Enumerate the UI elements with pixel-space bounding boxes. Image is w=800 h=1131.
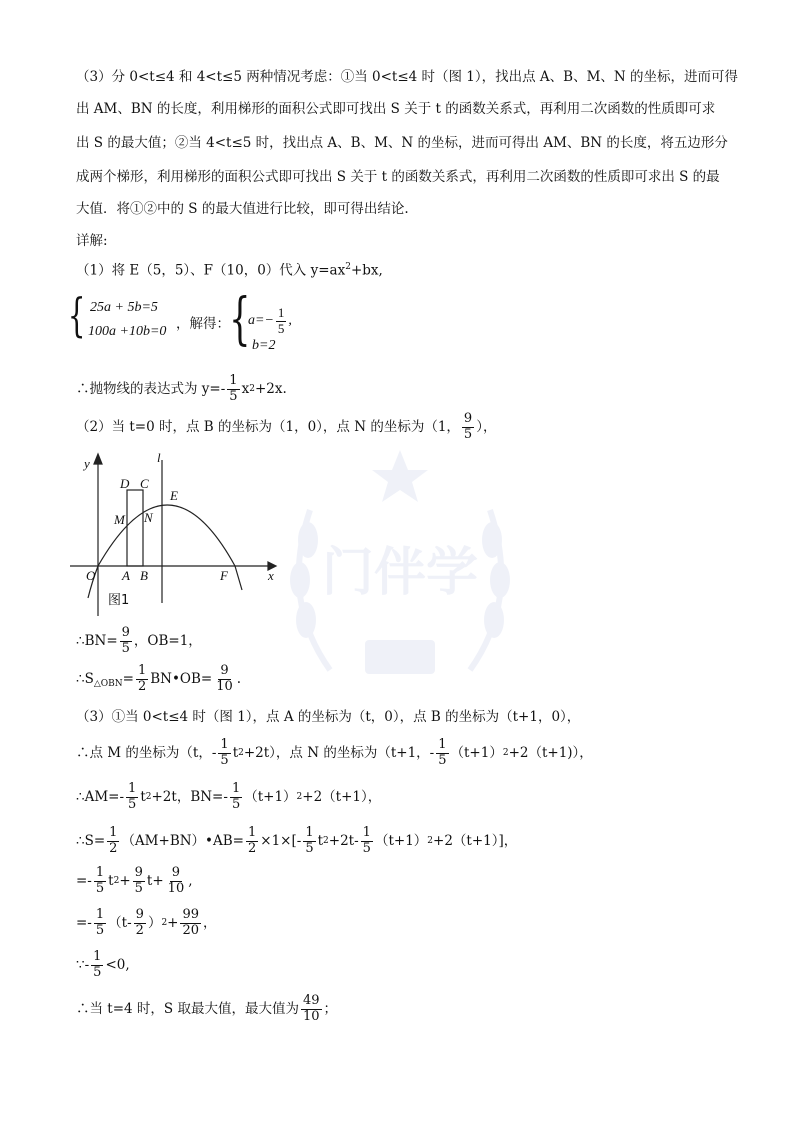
label-A: A <box>122 568 130 583</box>
part2-area: ∴S $_{\triangle OBN}$ = $\frac{1}{2}$ BN•OB= $\frac{9}{10}$ . <box>76 663 242 694</box>
label-E: E <box>170 488 178 503</box>
label-D: D <box>120 476 130 491</box>
part3-line-4: ∴S= $\frac{1}{2}$ （AM+BN）•AB= $\frac{1}{2}$ ×1×[- $\frac{1}{5}$ t 2 +2t- $\frac{1}{5}$ （t+1） 2 +2（t+1）]， <box>76 825 518 856</box>
analysis-line-4: 成两个梯形，利用梯形的面积公式即可找出 S 关于 t 的函数关系式，再利用二次函数的性质即可求出 S 的最 <box>76 169 720 185</box>
part1-intro: （1）将 E（5，5）、F（10，0）代入 $y=ax^2+bx$, <box>76 262 383 279</box>
part3-line-7: ∵- $\frac{1}{5}$ <0, <box>76 949 130 980</box>
watermark-text: 门伴学 <box>321 543 479 603</box>
label-N: N <box>144 510 153 525</box>
figure-caption: 图1 <box>108 593 130 608</box>
solution-a: a=− $\frac{1}{5}$ , <box>248 305 292 336</box>
y-axis-arrow <box>94 454 102 464</box>
label-y: y <box>84 456 90 471</box>
part3-line-6: =- $\frac{1}{5}$ （t- $\frac{9}{2}$ ） 2 + $\frac{99}{20}$ ， <box>76 907 217 938</box>
part3-line-5: =- $\frac{1}{5}$ t 2 + $\frac{9}{5}$ t+ $\frac{9}{10}$ , <box>76 865 193 896</box>
part2-text: （2）当 t=0 时，点 B 的坐标为（1，0），点 N 的坐标为（1， $\frac{9}{5}$ ）， <box>76 411 497 442</box>
part3-line-8: ∴当 t=4 时，S 取最大值，最大值为 $\frac{49}{10}$ ； <box>76 993 337 1024</box>
detail-label: 详解: <box>76 233 108 249</box>
part3-line-1: （3）①当 0<t≤4 时（图 1），点 A 的坐标为（t，0），点 B 的坐标为（t+1，0）， <box>76 709 581 725</box>
analysis-line-1: （3）分 0<t≤4 和 4<t≤5 两种情况考虑：①当 0<t≤4 时（图 1），找出点 A、B、M、N 的坐标，进而可得 <box>76 69 739 85</box>
rectangle-ABCD <box>127 490 143 566</box>
equation-2: 100a +10b=0 <box>88 324 167 339</box>
part3-line-3: ∴AM=- $\frac{1}{5}$ t 2 +2t，BN=- $\frac{1}{5}$ （t+1） 2 +2（t+1）， <box>76 781 382 812</box>
solution-brace: { <box>229 287 251 352</box>
equation-1: 25a + 5b=5 <box>90 300 158 315</box>
parabola-tail <box>235 566 242 590</box>
label-O: O <box>86 568 96 583</box>
part2-bn: ∴BN= $\frac{9}{5}$ ，OB=1， <box>76 625 202 656</box>
label-C: C <box>140 476 149 491</box>
analysis-line-3: 出 S 的最大值；②当 4<t≤5 时，找出点 A、B、M、N 的坐标，进而可得出 AM、BN 的长度，将五边形分 <box>76 135 728 151</box>
label-M: M <box>114 512 125 527</box>
label-x: x <box>268 568 274 583</box>
label-F: F <box>220 568 228 583</box>
label-B: B <box>140 568 148 583</box>
watermark-logo <box>270 440 530 710</box>
solution-b: b=2 <box>252 338 276 353</box>
part1-conclusion: ∴抛物线的表达式为 y=- $\frac{1}{5}$ x 2 +2x. <box>76 373 287 404</box>
label-l: l <box>157 450 161 465</box>
part3-line-2: ∴点 M 的坐标为（t，- $\frac{1}{5}$ t 2 +2t），点 N 的坐标为（t+1，- $\frac{1}{5}$ （t+1） 2 +2（t+1)）， <box>76 737 593 768</box>
figure-1 <box>70 448 280 618</box>
analysis-line-5: 大值．将①②中的 S 的最大值进行比较，即可得出结论. <box>76 201 409 217</box>
left-brace: { <box>67 288 86 342</box>
analysis-line-2: 出 AM、BN 的长度，利用梯形的面积公式即可找出 S 关于 t 的函数关系式，再利用二次函数的性质即可求 <box>76 101 716 117</box>
solve-label: ，解得： <box>176 316 230 332</box>
